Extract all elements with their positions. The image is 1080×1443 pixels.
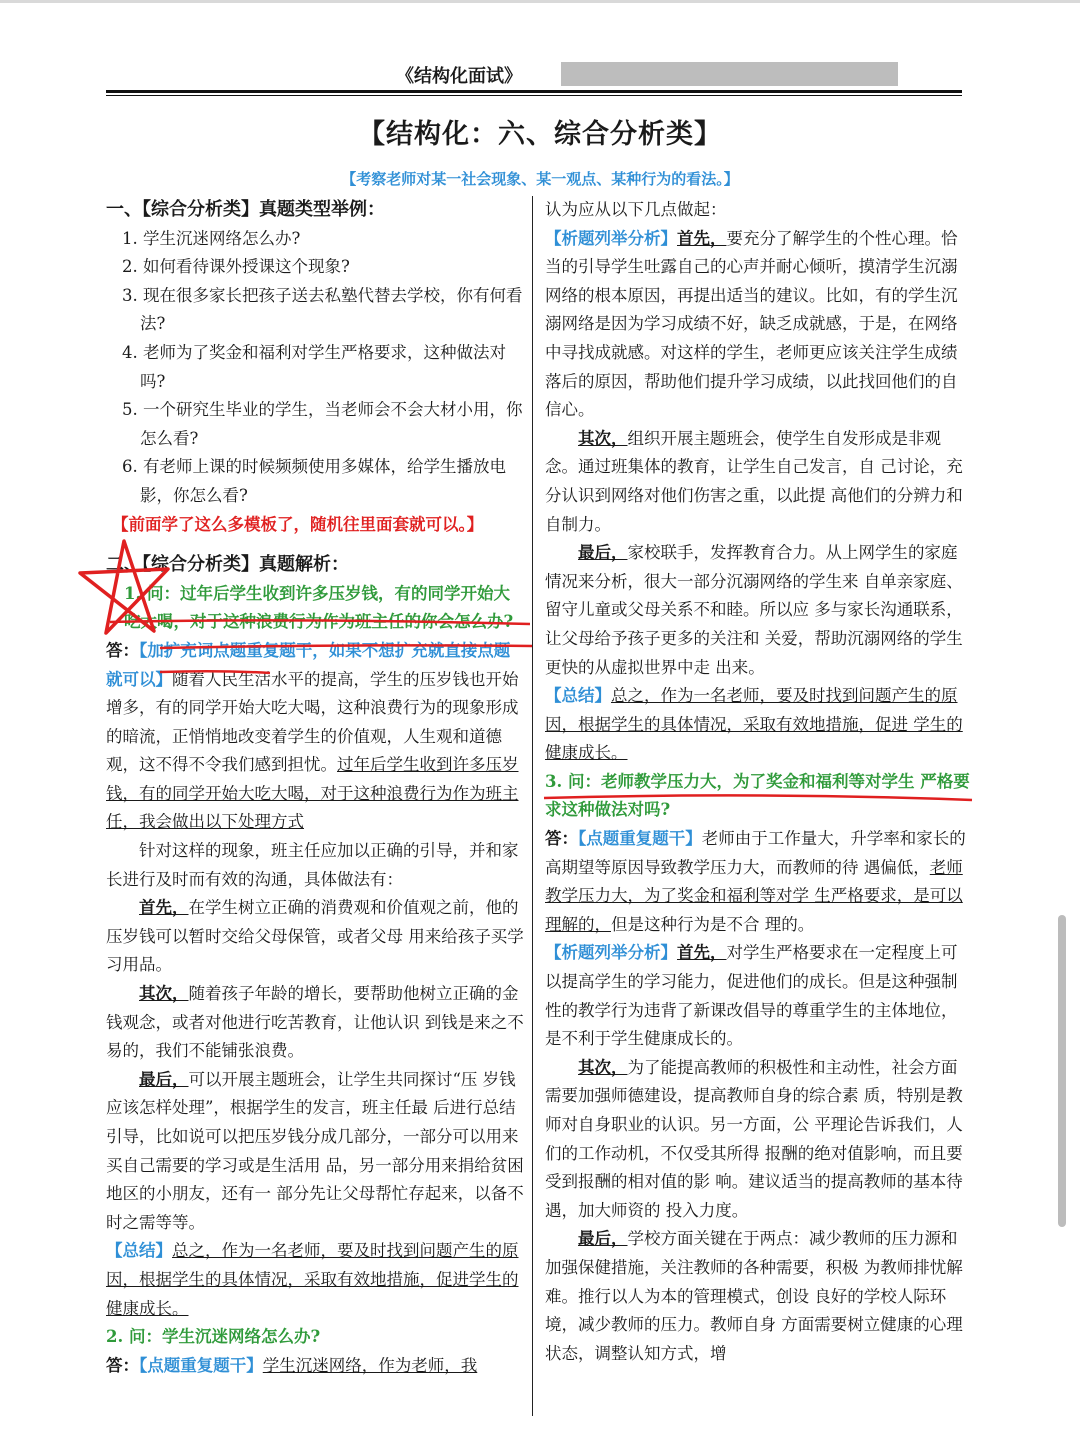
- column-divider: [532, 196, 533, 1416]
- redaction-bar: [561, 62, 898, 86]
- point-text: 可以开展主题班会，让学生共同探讨“压 岁钱应该怎样处理”，根据学生的发言，班主任最 后进行总结引导，比如说可以把压岁钱分成几部分，一部分可以用来买自己需要的学习或是生活用 品，另一部分用来捐给贫困地区的小朋友，还有一 部分先让父母帮忙存起来，以备不时之需等等。: [106, 1069, 524, 1232]
- question-3: 3. 问：老师教学压力大，为了奖金和福利等对学生 严格要求这种做法对吗?: [545, 771, 970, 820]
- paragraph: [545, 539, 970, 682]
- answer-text: 但是这种行为是不合 理的。: [611, 914, 815, 934]
- red-note: 【前面学了这么多模板了，随机往里面套就可以。】: [112, 514, 484, 534]
- summary: [545, 682, 970, 768]
- example-item: 3. 现在很多家长把孩子送去私塾代替去学校，你有何看法?: [122, 285, 523, 334]
- summary-text: 总之，作为一名老师，要及时找到问题产生的原因，根据学生的具体情况，采取有效地措施，促进学生的健康成长。: [106, 1241, 519, 1318]
- point-text: 为了能提高教师的积极性和主动性，社会方面需要加强师德建设，提高教师自身的综合素 质，特别是教师对自身职业的认识。另一方面，公 平理论告诉我们，人们的工作动机，不仅受其所得 报酬的绝对值影响，而且要受到报酬的相对值的影 响。建议适当的提高教师的基本待遇，加大师资的 投入力度。: [545, 1057, 963, 1220]
- point-label: 最后，: [578, 1229, 628, 1249]
- point-label: 其次，: [578, 1057, 628, 1077]
- point-text: 学校方面关键在于两点：减少教师的压力源和加强保健措施，关注教师的各种需要，积极 为教师排忧解难。推行以人为本的管理模式，创设 良好的学校人际环境，减少教师的压力。教师自身 方面需要树立健康的心理状态，调整认知方式，增: [545, 1229, 963, 1363]
- header-rule-thin: [106, 95, 962, 96]
- subtitle-note: 【考察老师对某一社会现象、某一观点、某种行为的看法。】: [341, 170, 739, 188]
- top-edge: [0, 0, 1080, 3]
- point-text: 对学生严格要求在一定程度上可以提高学生的学习能力，促进他们的成长。但是这种强制性的教学行为违背了新课改倡导的尊重学生的主体地位，是不利于学生健康成长的。: [545, 943, 958, 1049]
- paragraph: [545, 1225, 970, 1368]
- point-text: 在学生树立正确的消费观和价值观之前，他的压岁钱可以暂时交给父母保管，或者父母 用来给孩子买学习用品。: [106, 898, 524, 975]
- scrollbar-thumb[interactable]: [1058, 915, 1066, 1227]
- answer-underlined: 过年后学生收到许多压岁钱，有的同学开始大吃大喝，对于这种浪费行为作为班主任，我会做出以下处理方式: [106, 755, 519, 832]
- paragraph: 针对这样的现象，班主任应加以正确的引导，并和家长进行及时而有效的沟通，具体做法有：: [106, 841, 519, 889]
- point-text: 随着孩子年龄的增长，要帮助他树立正确的金钱观念，或者对他进行吃苦教育，让他认识 到钱是来之不易的，我们不能铺张浪费。: [106, 984, 524, 1061]
- paragraph: [106, 1066, 526, 1238]
- running-header: [106, 62, 962, 88]
- question-1: 1. 问：过年后学生收到许多压岁钱，有的同学开始大吃大喝，对于这种浪费行为作为班主任的你会怎么办?: [124, 583, 514, 632]
- section-heading: 二、【综合分析类】真题解析：: [106, 554, 349, 576]
- point-text: 家校联手，发挥教育合力。从上网学生的家庭情况来分析，很大一部分沉溺网络的学生来 自单亲家庭、留守儿童或父母关系不和睦。所以应 多与家长沟通联系，让父母给予孩子更多的关注和 关爱，帮助沉溺网络的学生更快的从虚拟世界中走 出来。: [545, 543, 963, 677]
- paragraph: [545, 225, 970, 425]
- point-label: 首先，: [677, 228, 727, 248]
- paragraph: [106, 894, 526, 980]
- paragraph: [545, 1054, 970, 1226]
- point-text: 组织开展主题班会，使学生自发形成是非观念。通过班集体的教育，让学生自己发言，自 己讨论，充分认识到网络对他们伤害之重，以此提 高他们的分辨力和自制力。: [545, 428, 963, 534]
- answer-text: 随着人民生活水平的提高，学生的压岁钱也开始增多，有的同学开始大吃大喝，这种浪费行为的现象形成的暗流，正悄悄地改变着学生的价值观，人生观和道德观，这不得不令我们感到担忧。: [106, 669, 519, 775]
- paragraph: 认为应从以下几点做起：: [545, 200, 727, 219]
- summary-tag: 【总结】: [545, 686, 611, 706]
- section-heading: 一、【综合分析类】真题类型举例：: [106, 199, 385, 220]
- method-tag: 【析题列举分析】: [545, 228, 677, 248]
- method-tag: 【加扩充词点题重复题干，如果不想扩充就直接点题就可以】: [106, 640, 511, 689]
- question-2: 2. 问：学生沉迷网络怎么办?: [106, 1327, 321, 1347]
- header-rule: [106, 90, 962, 93]
- answer-underlined: 老师教学压力大，为了奖金和福利等对学 生严格要求，是可以理解的，: [545, 857, 963, 934]
- hand-drawn-underline-q3: [540, 790, 980, 820]
- example-item: 6. 有老师上课的时候频频使用多媒体，给学生播放电影，你怎么看?: [122, 457, 506, 505]
- example-item: 1. 学生沉迷网络怎么办?: [122, 228, 301, 248]
- point-label: 其次，: [578, 428, 628, 448]
- hand-drawn-underline-q1: [100, 618, 540, 678]
- method-tag: 【点题重复题干】: [139, 1355, 263, 1375]
- point-label: 首先，: [677, 943, 727, 963]
- point-label: 最后，: [578, 543, 628, 563]
- paragraph: [545, 939, 970, 1053]
- answer-label: 答：: [106, 1355, 139, 1375]
- point-label: 其次，: [139, 984, 189, 1004]
- example-item: 2. 如何看待课外授课这个现象?: [122, 257, 350, 277]
- answer-2: [106, 1352, 526, 1381]
- method-tag: 【析题列举分析】: [545, 943, 677, 963]
- page-title: 【结构化：六、综合分析类】: [358, 119, 722, 150]
- paragraph: [106, 980, 526, 1066]
- summary-tag: 【总结】: [106, 1241, 172, 1261]
- answer-label: 答：: [106, 640, 139, 660]
- doc-title: 《结构化面试》: [396, 66, 522, 87]
- answer-3: [545, 825, 970, 939]
- example-item: 4. 老师为了奖金和福利对学生严格要求，这种做法对吗?: [122, 342, 506, 391]
- answer-underlined: 学生沉迷网络，作为老师，我: [262, 1355, 478, 1375]
- paragraph: [545, 425, 970, 539]
- point-label: 首先，: [139, 898, 189, 918]
- answer-label: 答：: [545, 829, 578, 849]
- answer-text: 老师由于工作量大，升学率和家长的高期望等原因导致教学压力大，而教师的待 遇偏低，: [545, 829, 966, 877]
- summary: [106, 1237, 526, 1323]
- right-column: [545, 196, 970, 1368]
- method-tag: 【点题重复题干】: [578, 829, 702, 849]
- example-item: 5. 一个研究生毕业的学生，当老师会不会大材小用，你怎么看?: [122, 400, 523, 448]
- summary-text: 总之，作为一名老师，要及时找到问题产生的原因，根据学生的具体情况，采取有效地措施，促进 学生的健康成长。: [545, 686, 963, 763]
- left-column: [106, 196, 526, 1380]
- point-text: 要充分了解学生的个性心理。恰当的引导学生吐露自己的心声并耐心倾听，摸清学生沉溺网络的根本原因，再提出适当的建议。比如，有的学生沉溺网络是因为学习成绩不好，缺乏成就感，于是，在网络中寻找成就感。对这样的学生，老师更应该关注学生成绩落后的原因，帮助他们提升学习成绩，以此找回他们的自信心。: [545, 228, 958, 420]
- point-label: 最后，: [139, 1069, 189, 1089]
